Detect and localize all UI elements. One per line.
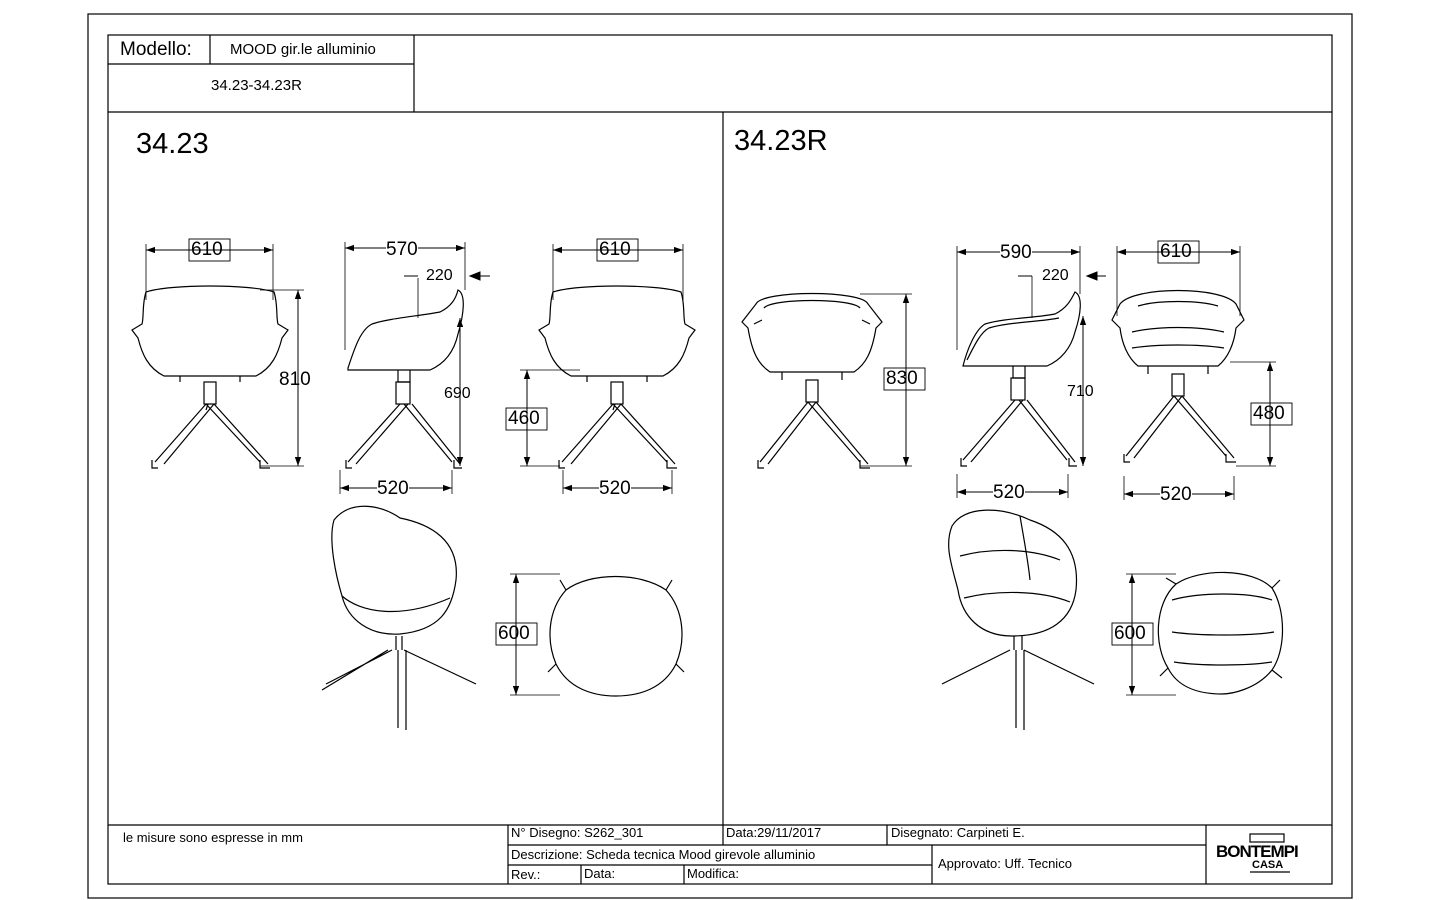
dim-side-height: 690 [444,385,471,402]
dim-side-arm: 220 [426,267,453,284]
model-name: MOOD gir.le alluminio [230,41,376,58]
drawn-by: Disegnato: Carpineti E. [891,825,1025,840]
drawing-date: Data:29/11/2017 [726,825,822,840]
dim-r-back-seat: 480 [1253,403,1285,424]
model-codes: 34.23-34.23R [211,77,302,94]
brand-logo: BONTEMPI [1216,842,1298,861]
dim-side-depth: 570 [386,239,418,260]
dim-r-side-base: 520 [993,482,1025,503]
right-panel-title: 34.23R [734,125,828,157]
dim-front-height: 810 [279,369,311,390]
dim-r-side-depth: 590 [1000,242,1032,263]
dim-side-base: 520 [377,478,409,499]
dim-front-width: 610 [191,239,223,260]
dim-r-side-arm: 220 [1042,267,1069,284]
rev-date-label: Data: [584,866,616,881]
dim-r-back-base: 520 [1160,484,1192,505]
rev-label: Rev.: [511,867,541,882]
units-note: le misure sono espresse in mm [123,830,303,845]
drawing-number: N° Disegno: S262_301 [511,825,644,840]
approved-by: Approvato: Uff. Tecnico [938,856,1072,871]
model-label: Modello: [120,39,192,60]
dim-r-side-height: 710 [1067,383,1094,400]
dim-back-width: 610 [599,239,631,260]
dim-back-base: 520 [599,478,631,499]
dim-r-top-depth: 600 [1114,623,1146,644]
dim-top-depth: 600 [498,623,530,644]
brand-logo-sub: CASA [1252,859,1284,871]
left-panel-title: 34.23 [136,128,209,160]
dim-r-front-height: 830 [886,368,918,389]
description: Descrizione: Scheda tecnica Mood girevole alluminio [511,847,816,862]
dim-r-back-width: 610 [1160,241,1192,262]
modifica-label: Modifica: [687,866,740,881]
dim-back-seat: 460 [508,408,540,429]
